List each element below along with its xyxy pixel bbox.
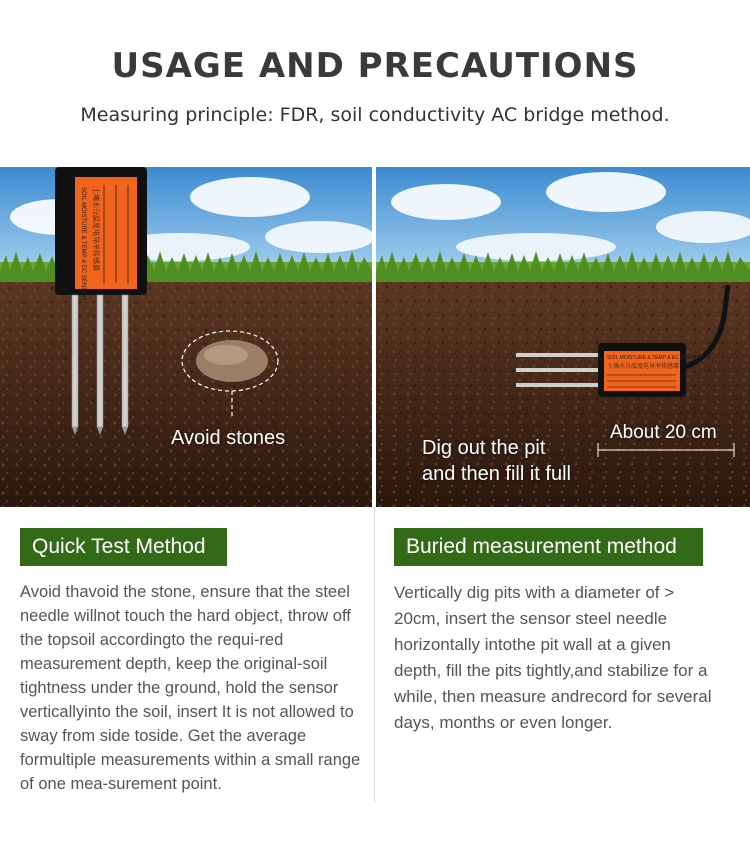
quick-test-description: Avoid thavoid the stone, ensure that the steel needle willnot touch the hard object, throw off the topsoil accordingto the requi-red measurement depth, keep the original-soil tightness under the ground, hold the sensor verticallyinto the soil, insert It is not allowed to sway from side toside. Get the average formultiple measurements within a small range of one mea-surement point.: [20, 583, 361, 793]
distance-label: About 20 cm: [610, 422, 717, 443]
quick-test-photo: [0, 167, 372, 507]
column-divider: [374, 507, 375, 803]
buried-measurement-description: Vertically dig pits with a diameter of > 20cm, insert the sensor steel needle horizontally intothe pit wall at a given depth, fill the pits tightly,and stabilize for a while, then measure andrecord for several days, months or even longer.: [394, 583, 712, 732]
svg-text:土壤水分温度电导率传感器: 土壤水分温度电导率传感器: [607, 363, 680, 370]
quick-test-illustration: [0, 167, 372, 507]
page-title: USAGE AND PRECAUTIONS: [111, 46, 639, 86]
svg-text:土壤水分温度电导率传感器: 土壤水分温度电导率传感器: [92, 187, 100, 271]
page-subtitle: Measuring principle: FDR, soil conductivity AC bridge method.: [80, 104, 670, 126]
quick-test-method-heading: Quick Test Method: [20, 528, 227, 566]
avoid-stones-label: Avoid stones: [171, 427, 286, 449]
svg-text:SOIL MOISTURE & TEMP & EC SENS: SOIL MOISTURE & TEMP & EC SENSOR: [80, 187, 86, 301]
svg-text:SOIL MOISTURE & TEMP & EC SENS: SOIL MOISTURE & TEMP & EC SENSOR: [607, 355, 702, 361]
buried-measurement-photo: [376, 167, 750, 507]
dig-pit-label-line1: Dig out the pit: [422, 437, 546, 459]
buried-measurement-method-heading: Buried measurement method: [394, 528, 703, 566]
dig-pit-label-line2: and then fill it full: [422, 463, 571, 485]
